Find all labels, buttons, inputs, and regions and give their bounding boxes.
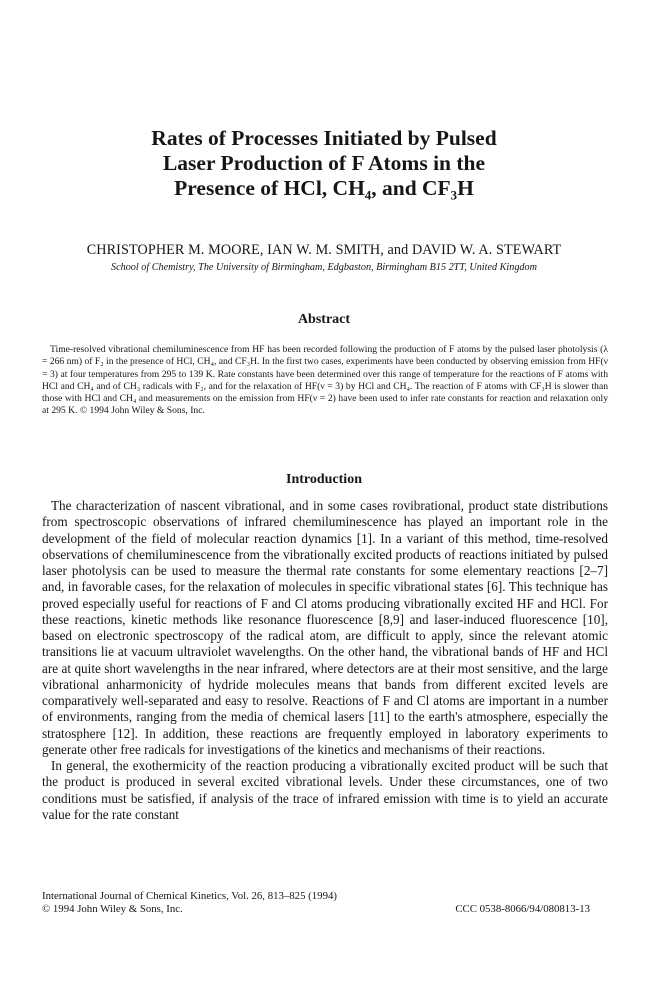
page-footer	[42, 890, 608, 916]
abstract-text: Time-resolved vibrational chemiluminescence from HF has been recorded following the production of F atoms by the pulsed laser photolysis (λ = 266 nm) of F₂ in the presence of HCl, CH₄, and CF₃H. In the first two cases, experiments have been conducted by observing emission from HF(ν = 3) at four temperatures from 295 to 139 K. Rate constants have been determined over this range of temperature for the reactions of F atoms with HCl and CH₄ and of CH₃ radicals with F₂, and for the relaxation of HF(ν = 3) by HCl and CH₄. The reaction of F atoms with CF₃H is slower than those with HCl and CH₄ and measurements on the emission from HF(ν = 2) have been used to infer rate constants for reaction and relaxation only at 295 K. © 1994 John Wiley & Sons, Inc.	[42, 344, 608, 417]
title-line-3: Presence of HCl, CH₄, and CF₃H	[174, 176, 474, 200]
intro-paragraph-2: In general, the exothermicity of the reaction producing a vibrationally excited product will be such that the product is produced in several excited vibrational levels. Under these circumstances, one of two conditions must be satisfied, if analysis of the trace of infrared emission with time is to yield an accurate value for the rate constant	[42, 758, 608, 822]
journal-citation: International Journal of Chemical Kinetics, Vol. 26, 813–825 (1994)	[42, 890, 337, 902]
author-list: CHRISTOPHER M. MOORE, IAN W. M. SMITH, and DAVID W. A. STEWART	[86, 242, 562, 258]
ccc-code: CCC 0538-8066/94/080813-13	[455, 903, 590, 915]
article-title	[40, 126, 608, 201]
title-line-1: Rates of Processes Initiated by Pulsed	[151, 126, 497, 150]
introduction-heading: Introduction	[286, 472, 362, 487]
title-line-2: Laser Production of F Atoms in the	[162, 151, 486, 175]
copyright-notice: © 1994 John Wiley & Sons, Inc.	[42, 903, 183, 915]
affiliation: School of Chemistry, The University of Birmingham, Edgbaston, Birmingham B15 2TT, United Kingdom	[111, 262, 537, 273]
footer-row	[42, 903, 608, 916]
abstract-heading: Abstract	[297, 312, 351, 327]
introduction-body	[42, 498, 608, 823]
intro-paragraph-1: The characterization of nascent vibrational, and in some cases rovibrational, product state distributions from spectroscopic observations of infrared chemiluminescence has played an important role in the development of the field of molecular reaction dynamics [1]. In a variant of this method, time-resolved observations of chemiluminescence from the vibrationally excited products of reactions initiated by pulsed laser photolysis can be used to measure the thermal rate constants for some elementary reactions [2–7] and, in favorable cases, for the relaxation of molecules in specific vibrational states [6]. This technique has proved especially useful for reactions of F and Cl atoms producing vibrationally excited HF and HCl. For these reactions, kinetic methods like resonance fluorescence [8,9] and laser-induced fluorescence [10], based on electronic spectroscopy of the radical atom, are difficult to apply, since the relevant atomic transitions lie at vacuum ultraviolet wavelengths. On the other hand, the vibrational bands of HF and HCl are at quite short wavelengths in the near infrared, where detectors are at their most sensitive, and the large vibrational anharmonicity of hydride molecules means that bands from different excited levels are comparatively well-separated and easy to resolve. Reactions of F and Cl atoms are important in a number of environments, ranging from the media of chemical lasers [11] to the earth's atmosphere, especially the stratosphere [12]. In addition, these reactions are frequently employed in laboratory experiments to generate other free radicals for investigations of the kinetics and mechanisms of their reactions.	[42, 498, 608, 757]
